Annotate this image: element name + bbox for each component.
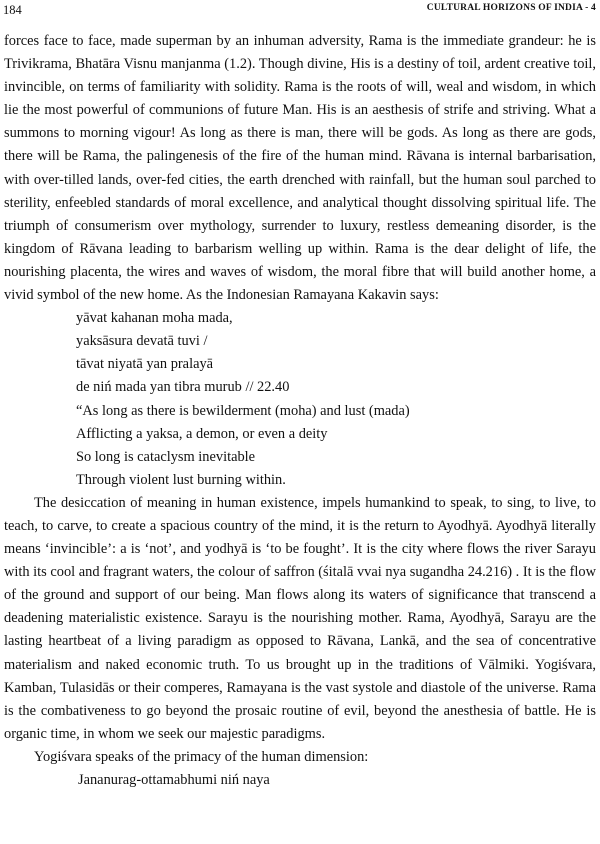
page-header — [3, 3, 596, 19]
paragraph-ayodhya: The desiccation of meaning in human existence, impels humankind to speak, to sing, to live, to teach, to carve, to create a spacious country of the mind, it is the return to Ayodhyā. Ayodhyā literally means ‘invincible’: a is ‘not’, and yodhyā is ‘to be fought’. It is the city where flows the river Sarayu with its cool and fragrant waters, the colour of saffron (śitalā vvai nya sugandha 24.216) . It is the flow of the ground and support of our being. Man flows along its waters of significance that transcend a deadening materialistic existence. Sarayu is the nourishing mother. Rama, Ayodhyā, Sarayu are the lasting heartbeat of a living paradigm as opposed to Rāvana, Lankā, and the sea of concentrative materialism and naked economic truth. To us brought up in the traditions of Vālmiki. Yogiśvara, Kamban, Tulasidās or their comperes, Ramayana is the vast systole and diastole of the universe. Rama is the combativeness to go beyond the prosaic routine of evil, beyond the anesthesia of battle. He is organic time, in whom we seek our majestic paradigms. — [4, 494, 596, 742]
paragraph-rama: forces face to face, made superman by an inhuman adversity, Rama is the immediate grandeur: he is Trivikrama, Bhatāra Visnu manjanma (1.2). Though divine, His is a destiny of toil, ardent creative toil, invincible, on terms of familiarity with solidity. Rama is the roots of will, weal and wisdom, in which lie the most powerful of communions of future Man. His is an aesthesis of strife and striving. What a summons to morning vigour! As long as there is man, there will be gods. As long as there are gods, there will be Rama, the palingenesis of the fire of the human mind. Rāvana is internal barbarisation, with over-tilled lands, over-fed cities, the earth drenched with rainfall, but the human soul parched to sterility, enfeebled standards of moral excellence, and analytical thought dissolving spiritual life. The triumph of consumerism over mythology, surrender to luxury, restless demeaning disorder, is the kingdom of Rāvana leading to barbarism welling up within. Rama is the dear delight of life, the nourishing placenta, the wires and waves of wisdom, the moral fibre that will build another home, a vivid symbol of the new home. As the Indonesian Ramayana Kakavin says: — [4, 33, 596, 304]
verse-line: yāvat kahanan moha mada, — [76, 310, 233, 327]
page-body — [4, 30, 596, 792]
paragraph-yogisvara: Yogiśvara speaks of the primacy of the human dimension: — [34, 748, 369, 765]
translation-line: “As long as there is bewilderment (moha) and lust (mada) — [76, 402, 410, 419]
verse-quotation — [4, 307, 596, 492]
closing-verse-line: Jananurag-ottamabhumi niń naya — [78, 772, 270, 788]
verse-line: yaksāsura devatā tuvi / — [76, 333, 208, 350]
page-number: 184 — [3, 3, 22, 17]
translation-line: So long is cataclysm inevitable — [76, 448, 256, 465]
translation-line: Afflicting a yaksa, a demon, or even a deity — [76, 425, 328, 442]
translation-line: Through violent lust burning within. — [76, 471, 286, 488]
running-title: CULTURAL HORIZONS OF INDIA - 4 — [426, 3, 596, 13]
verse-line: de niń mada yan tibra murub // 22.40 — [76, 379, 290, 396]
verse-line: tāvat niyatā yan pralayā — [76, 356, 214, 373]
